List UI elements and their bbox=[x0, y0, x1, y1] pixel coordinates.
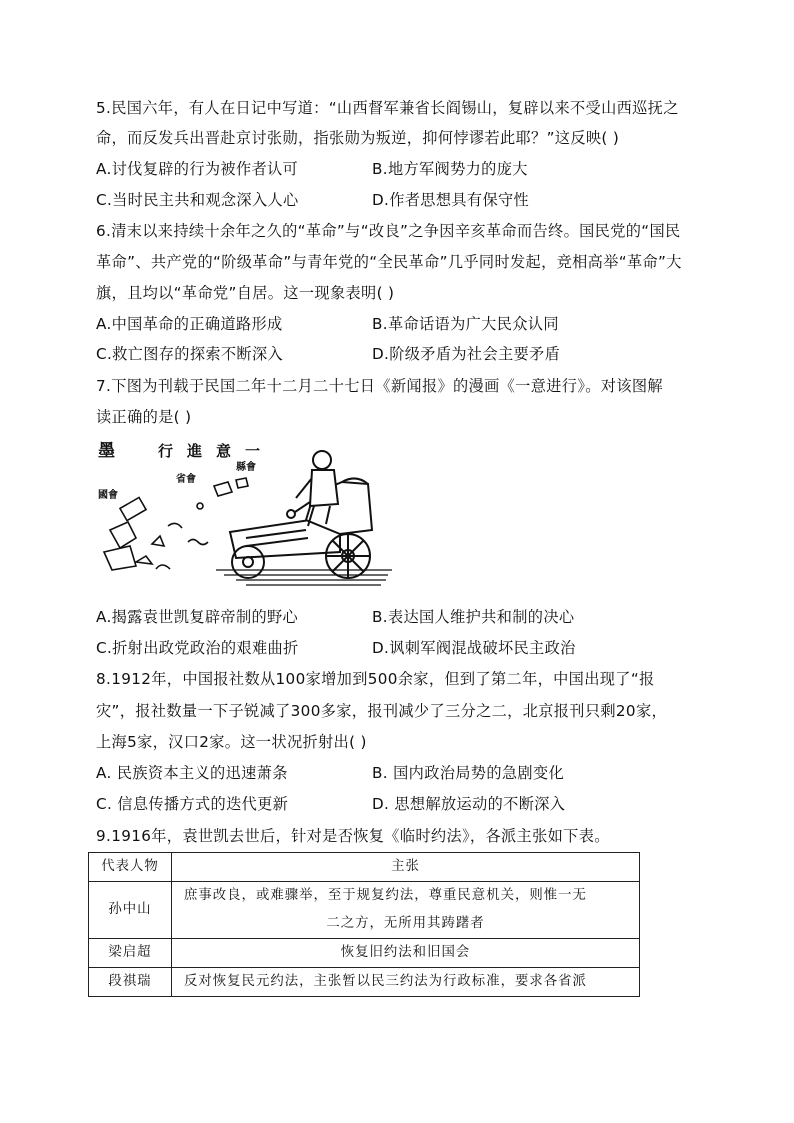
q8-option-a: A. 民族资本主义的迅速萧条 bbox=[96, 764, 288, 782]
q9-stem-line-1: 9.1916年，袁世凯去世后，针对是否恢复《临时约法》，各派主张如下表。 bbox=[96, 827, 610, 845]
q5-stem-line-1: 5.民国六年，有人在日记中写道：“山西督军兼省长阎锡山，复辟以来不受山西巡抚之 bbox=[96, 99, 679, 117]
q5-stem-line-2: 命，而反发兵出晋赴京讨张勋，指张勋为叛逆，抑何悖谬若此耶？”这反映( ) bbox=[96, 129, 620, 147]
row-content: 恢复旧约法和旧国会 bbox=[172, 939, 640, 968]
q7-option-a: A.揭露袁世凯复辟帝制的野心 bbox=[96, 608, 299, 626]
row-content bbox=[172, 882, 640, 939]
q7-stem-line-1: 7.下图为刊载于民国二年十二月二十七日《新闻报》的漫画《一意进行》。对该图解 bbox=[96, 377, 663, 395]
row-content-line: 二之方，无所用其踌躇者 bbox=[326, 916, 485, 931]
q6-option-d: D.阶级矛盾为社会主要矛盾 bbox=[372, 345, 561, 363]
cartoon-mark: 墨 bbox=[98, 441, 115, 461]
label-xianhui: 縣會 bbox=[236, 462, 256, 473]
cartoon-illustration bbox=[96, 434, 392, 590]
table-row bbox=[89, 968, 640, 997]
row-name: 孙中山 bbox=[89, 882, 172, 939]
q8-stem-line-2: 灾”，报社数量一下子锐减了300多家，报刊减少了三分之二，北京报刊只剩20家， bbox=[96, 702, 668, 720]
q9-table bbox=[88, 852, 640, 997]
q8-option-d: D. 思想解放运动的不断深入 bbox=[372, 795, 566, 813]
debris bbox=[104, 478, 248, 570]
q5-option-a: A.讨伐复辟的行为被作者认可 bbox=[96, 160, 299, 178]
table-row bbox=[89, 939, 640, 968]
header-content: 主张 bbox=[172, 853, 640, 882]
header-name: 代表人物 bbox=[89, 853, 172, 882]
q6-stem-line-2: 革命”、共产党的“阶级革命”与青年党的“全民革命”几乎同时发起，竞相高举“革命”大 bbox=[96, 253, 682, 271]
row-name: 梁启超 bbox=[89, 939, 172, 968]
q6-option-b: B.革命话语为广大民众认同 bbox=[372, 315, 559, 333]
q7-option-d: D.讽刺军阀混战破坏民主政治 bbox=[372, 639, 576, 657]
table-row bbox=[89, 882, 640, 939]
label-guohui: 國會 bbox=[98, 490, 118, 501]
q8-stem-line-1: 8.1912年，中国报社数从100家增加到500余家，但到了第二年，中国出现了“报 bbox=[96, 670, 655, 688]
q6-stem-line-3: 旗，且均以“革命党”自居。这一现象表明( ) bbox=[96, 284, 395, 302]
q8-option-b: B. 国内政治局势的急剧变化 bbox=[372, 764, 565, 782]
q7-option-c: C.折射出政党政治的艰难曲折 bbox=[96, 639, 299, 657]
table-header-row bbox=[89, 853, 640, 882]
q6-option-c: C.救亡图存的探索不断深入 bbox=[96, 345, 284, 363]
label-shenghui: 省會 bbox=[176, 474, 196, 485]
cartoon-title: 行進意一 bbox=[158, 442, 275, 460]
q5-option-b: B.地方军阀势力的庞大 bbox=[372, 160, 528, 178]
q6-stem-line-1: 6.清末以来持续十余年之久的“革命”与“改良”之争因辛亥革命而告终。国民党的“国民 bbox=[96, 222, 681, 240]
row-name: 段祺瑞 bbox=[89, 968, 172, 997]
q6-option-a: A.中国革命的正确道路形成 bbox=[96, 315, 283, 333]
q5-option-c: C.当时民主共和观念深入人心 bbox=[96, 191, 299, 209]
q8-option-c: C. 信息传播方式的迭代更新 bbox=[96, 795, 289, 813]
q7-stem-line-2: 读正确的是( ) bbox=[96, 408, 192, 426]
q7-option-b: B.表达国人维护共和制的决心 bbox=[372, 608, 575, 626]
q8-stem-line-3: 上海5家，汉口2家。这一状况折射出( ) bbox=[96, 733, 367, 751]
row-content: 反对恢复民元约法，主张暂以民三约法为行政标准，要求各省派 bbox=[172, 968, 640, 997]
row-content-line: 庶事改良，或难骤举，至于规复约法，尊重民意机关，则惟一无 bbox=[184, 888, 587, 903]
q5-option-d: D.作者思想具有保守性 bbox=[372, 191, 530, 209]
